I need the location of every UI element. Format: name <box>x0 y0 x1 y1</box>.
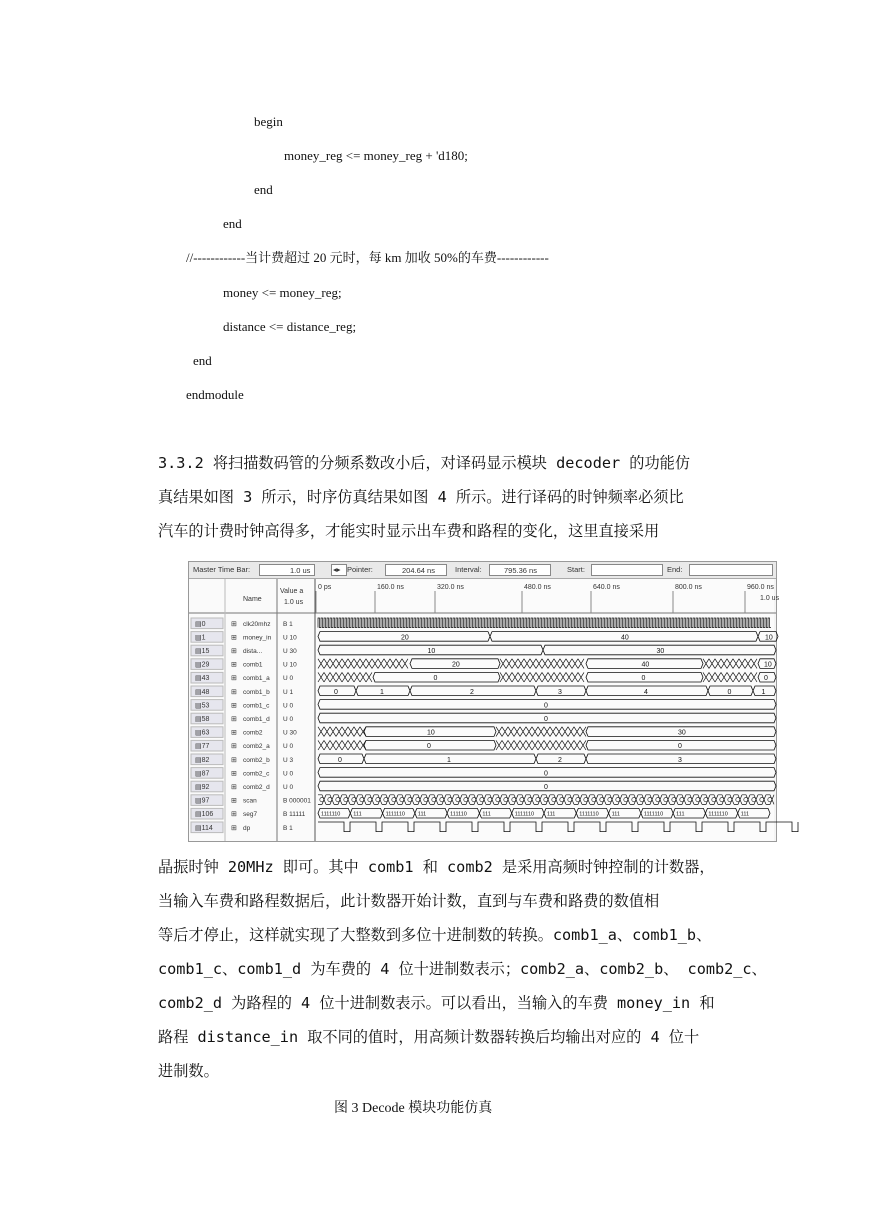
seg7-value: 111 <box>353 811 362 818</box>
bus-value: 3 <box>558 688 562 696</box>
signal-value: U 30 <box>283 648 297 655</box>
time-tick-label: 800.0 ns <box>675 584 702 591</box>
bus-value: 20 <box>452 661 460 669</box>
signal-id: ▤92 <box>195 784 210 791</box>
signal-expand: ⊞ <box>231 702 237 710</box>
signal-expand: ⊞ <box>231 729 237 737</box>
pointer-field[interactable]: 204.64 ns <box>385 564 447 576</box>
signal-name: money_in <box>243 634 272 642</box>
signal-value: U 3 <box>283 756 294 764</box>
bus-value: 0 <box>727 688 732 696</box>
signal-id: ▤106 <box>195 811 214 819</box>
paragraph-intro <box>158 446 748 548</box>
bus-value: 10 <box>765 634 773 642</box>
bus-value: 3 <box>678 756 682 764</box>
signal-value: U 0 <box>283 675 294 683</box>
bus-value: 20 <box>401 634 409 642</box>
time-tick-label: 480.0 ns <box>524 584 551 591</box>
bus-value: 10 <box>427 729 435 737</box>
code-line: distance <= distance_reg; <box>223 319 357 334</box>
seg7-value: 111 <box>417 811 427 818</box>
interval-label: Interval: <box>455 565 482 574</box>
bus-value: 0 <box>433 675 438 683</box>
bus-value: 0 <box>678 743 682 751</box>
signal-value: U 0 <box>283 743 294 751</box>
bus-value: 0 <box>334 688 338 696</box>
code-line: //------------当计费超过 20 元时，每 km 加收 50%的车费------------ <box>186 250 549 265</box>
signal-name: comb2_b <box>243 756 270 764</box>
signal-value: U 0 <box>283 702 294 710</box>
signal-value: U 0 <box>283 770 294 778</box>
code-line: endmodule <box>186 387 244 402</box>
bus-value: 40 <box>641 661 650 669</box>
signal-name: seg7 <box>243 811 258 819</box>
paragraph-line: 晶振时钟 20MHz 即可。其中 comb1 和 comb2 是采用高频时钟控制的计数器， <box>158 858 715 876</box>
signal-name: comb2_a <box>243 743 270 751</box>
signal-expand: ⊞ <box>231 634 237 642</box>
signal-id: ▤0 <box>195 620 206 628</box>
bus-value: 1 <box>380 688 384 696</box>
signal-name: comb1_c <box>243 702 270 710</box>
bus-value: 0 <box>641 675 646 683</box>
bus-value: 10 <box>764 661 772 669</box>
bus-value: 10 <box>427 648 436 655</box>
signal-value: B 1 <box>283 620 293 628</box>
signal-name: comb1_d <box>243 716 270 723</box>
bus-value: 0 <box>427 743 431 751</box>
signal-name: comb2 <box>243 729 263 737</box>
code-line: begin <box>254 114 283 129</box>
code-line: money_reg <= money_reg + 'd180; <box>284 148 468 163</box>
paragraph-line: 汽车的计费时钟高得多，才能实时显示出车费和路程的变化，这里直接采用 <box>158 522 660 540</box>
figure-caption: 图 3 Decode 模块功能仿真 <box>334 1101 493 1116</box>
seg7-value: 1111110 <box>643 811 664 818</box>
bus-value: 0 <box>544 716 548 723</box>
signal-expand: ⊞ <box>231 797 237 805</box>
paragraph-line: 路程 distance_in 取不同的值时，用高频计数器转换后均输出对应的 4 位十 <box>158 1028 700 1046</box>
paragraph-line: 进制数。 <box>158 1062 219 1080</box>
start-field[interactable] <box>591 564 663 576</box>
master-time-label: Master Time Bar: <box>193 565 251 574</box>
signal-id: ▤58 <box>195 716 210 723</box>
bus-value: 30 <box>656 648 665 655</box>
end-label: End: <box>667 565 683 574</box>
signal-id: ▤77 <box>195 743 210 751</box>
bus-value: 0 <box>544 702 548 710</box>
signal-expand: ⊞ <box>231 784 237 791</box>
pointer-label: Pointer: <box>347 565 373 574</box>
seg7-value: 1111110 <box>579 811 599 818</box>
signal-id: ▤48 <box>195 688 210 696</box>
seg7-value: 111 <box>676 811 685 818</box>
time-bar-arrows[interactable]: ◂▸ <box>331 564 347 576</box>
end-field[interactable] <box>689 564 773 576</box>
bus-value: 4 <box>644 688 648 696</box>
header-name: Name <box>243 596 262 603</box>
signal-value: B 11111 <box>283 811 306 819</box>
signal-id: ▤114 <box>195 824 213 832</box>
bus-value: 2 <box>470 688 474 696</box>
paragraph-line: 当输入车费和路程数据后，此计数器开始计数，直到与车费和路费的数值相 <box>158 892 660 910</box>
interval-field[interactable]: 795.36 ns <box>489 564 551 576</box>
signal-expand: ⊞ <box>231 620 237 628</box>
paragraph-line: comb1_c、comb1_d 为车费的 4 位十进制数表示；comb2_a、comb2_b、 comb2_c、 <box>158 960 767 978</box>
code-line: end <box>223 216 242 231</box>
paragraph-line: comb2_d 为路程的 4 位十进制数表示。可以看出，当输入的车费 money_in 和 <box>158 994 715 1012</box>
bus-value: 0 <box>338 756 342 764</box>
signal-name: clk20mhz <box>243 620 271 628</box>
signal-expand: ⊞ <box>231 824 237 832</box>
signal-id: ▤97 <box>195 797 210 805</box>
seg7-value: 111110 <box>450 811 467 818</box>
bus-value: 1 <box>761 688 766 696</box>
signal-expand: ⊞ <box>231 756 237 764</box>
code-line: money <= money_reg; <box>223 285 342 300</box>
time-tick-label: 640.0 ns <box>593 584 620 591</box>
signal-name: dista... <box>243 648 263 655</box>
time-end-label: 1.0 us <box>760 595 780 602</box>
bus-value: 2 <box>558 756 562 764</box>
signal-name: dp <box>243 824 251 832</box>
paragraph-line: 等后才停止，这样就实现了大整数到多位十进制数的转换。comb1_a、comb1_b、 <box>158 926 712 944</box>
seg7-value: 111 <box>482 811 491 818</box>
bus-value: 0 <box>544 784 548 791</box>
bus-value: 0 <box>764 675 768 683</box>
signal-id: ▤63 <box>195 729 210 737</box>
signal-name: comb2_d <box>243 784 270 791</box>
signal-value: B 000001 <box>283 797 311 805</box>
seg7-value: 1111110 <box>385 811 405 818</box>
signal-value: U 10 <box>283 661 297 669</box>
bus-value: 30 <box>678 729 686 737</box>
header-value: Value a <box>280 588 304 595</box>
signal-value: U 1 <box>283 688 294 696</box>
signal-expand: ⊞ <box>231 716 237 723</box>
start-label: Start: <box>567 565 585 574</box>
signal-expand: ⊞ <box>231 675 237 683</box>
signal-id: ▤1 <box>195 634 206 642</box>
waveform-toolbar <box>189 562 776 579</box>
signal-name: comb2_c <box>243 770 270 778</box>
signal-id: ▤43 <box>195 675 210 683</box>
signal-id: ▤53 <box>195 702 210 710</box>
seg7-value: 111 <box>611 811 620 818</box>
waveform-figure <box>188 561 780 842</box>
signal-id: ▤15 <box>195 648 210 655</box>
bus-value: 0 <box>544 770 548 778</box>
time-tick-label: 960.0 ns <box>747 584 774 591</box>
signal-expand: ⊞ <box>231 648 237 655</box>
signal-name: comb1_b <box>243 688 270 696</box>
signal-value: U 0 <box>283 784 294 791</box>
paragraph-line: 真结果如图 3 所示，时序仿真结果如图 4 所示。进行译码的时钟频率必须比 <box>158 488 684 506</box>
signal-id: ▤87 <box>195 770 210 778</box>
signal-name: comb1 <box>243 661 263 669</box>
time-tick-label: 320.0 ns <box>437 584 464 591</box>
signal-expand: ⊞ <box>231 743 237 751</box>
signal-expand: ⊞ <box>231 661 237 669</box>
time-tick-label: 0 ps <box>318 584 332 591</box>
seg7-value: 1111110 <box>708 811 728 818</box>
seg7-value: 1111110 <box>321 811 341 818</box>
paragraph-line: 3.3.2 将扫描数码管的分频系数改小后，对译码显示模块 decoder 的功能仿 <box>158 454 691 472</box>
bus-value: 40 <box>621 634 629 642</box>
master-time-field[interactable]: 1.0 us <box>259 564 315 576</box>
header-value-time: 1.0 us <box>284 599 304 606</box>
signal-expand: ⊞ <box>231 811 237 819</box>
signal-value: U 0 <box>283 716 294 723</box>
seg7-value: 111 <box>547 811 556 818</box>
bus-value: 1 <box>447 756 451 764</box>
code-line: end <box>193 353 212 368</box>
signal-expand: ⊞ <box>231 688 237 696</box>
signal-value: U 30 <box>283 729 297 737</box>
signal-name: comb1_a <box>243 675 270 683</box>
paragraph-explanation <box>158 850 767 1088</box>
time-tick-label: 160.0 ns <box>377 584 404 591</box>
signal-id: ▤29 <box>195 661 210 669</box>
waveform-canvas <box>189 579 780 841</box>
seg7-value: 111 <box>740 811 750 818</box>
signal-expand: ⊞ <box>231 770 237 778</box>
signal-value: U 10 <box>283 634 297 642</box>
signal-name: scan <box>243 797 257 805</box>
signal-id: ▤82 <box>195 756 210 764</box>
code-line: end <box>254 182 273 197</box>
signal-value: B 1 <box>283 824 293 832</box>
seg7-value: 1111110 <box>514 811 535 818</box>
